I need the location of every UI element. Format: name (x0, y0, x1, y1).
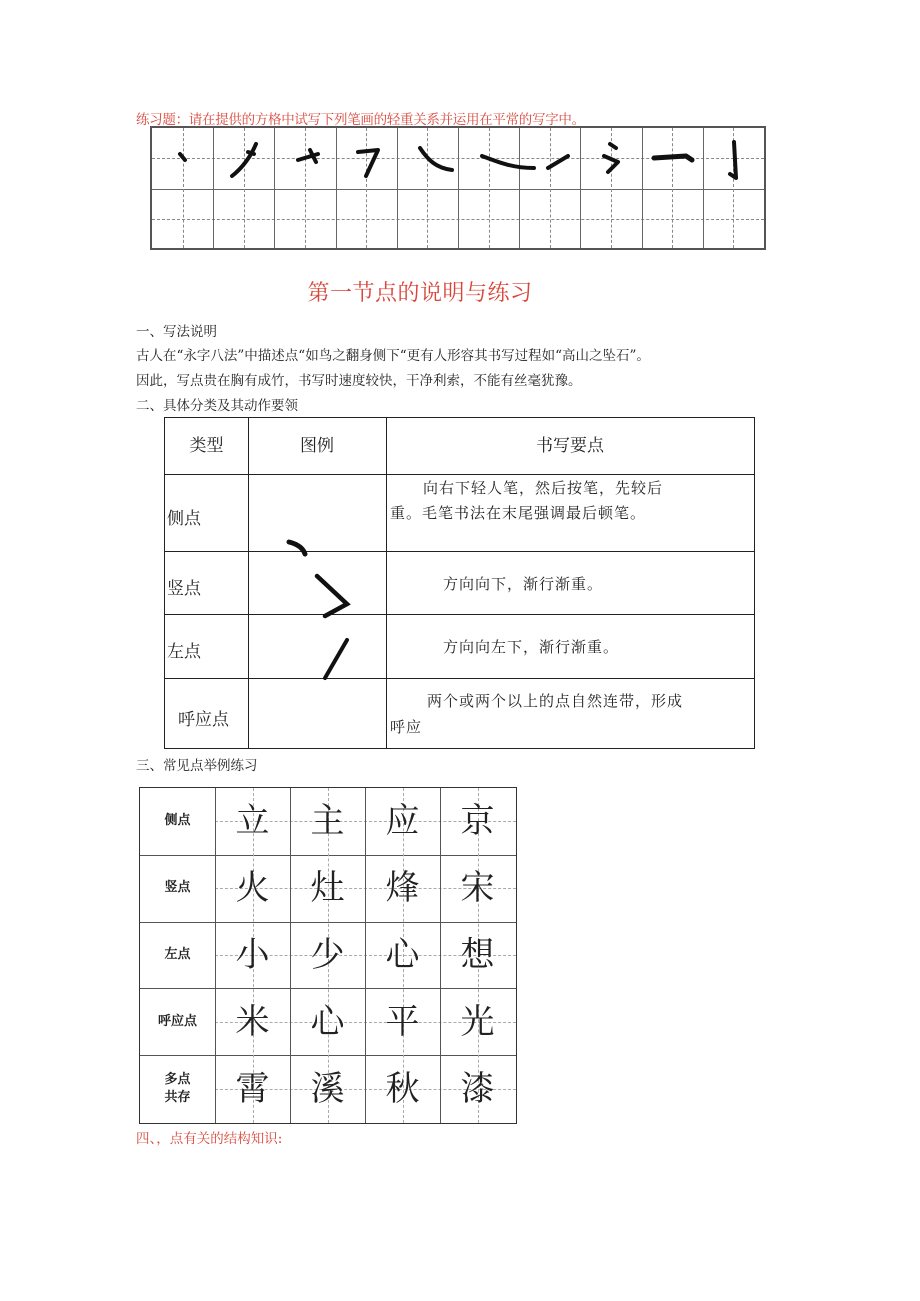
dot-stroke-icon (180, 154, 185, 160)
long-press-stroke-icon (482, 156, 534, 168)
stroke-practice-grid[interactable] (150, 126, 766, 250)
press-stroke-icon (420, 148, 452, 170)
turn-stroke-icon (358, 150, 378, 176)
example-character: 溪 (310, 1068, 345, 1109)
row-desc-echo-dot-line2: 呼应 (390, 718, 423, 736)
example-character: 立 (235, 801, 270, 842)
side-dot-icon (289, 542, 305, 554)
row-desc-side-dot-line2: 重。毛笔书法在末尾强调最后顿笔。 (390, 504, 647, 522)
example-character: 米 (235, 1001, 270, 1042)
heading-classification: 二、具体分类及其动作要领 (136, 398, 298, 414)
example-row-label: 多点 共存 (164, 1071, 191, 1105)
example-practice-grid (139, 787, 517, 1124)
example-row-label: 侧点 (164, 813, 191, 829)
row-type-vertical-dot: 竖点 (167, 579, 201, 599)
example-character: 平 (385, 1001, 420, 1042)
paragraph-writing-advice: 因此，写点贵在胸有成竹，书写时速度较快，干净利索，不能有丝毫犹豫。 (136, 373, 582, 389)
example-character: 小 (235, 935, 270, 975)
example-character: 烽 (385, 868, 420, 909)
example-row-label: 竖点 (164, 880, 191, 896)
row-desc-left-dot: 方向向左下，渐行渐重。 (443, 638, 620, 656)
dot-illustrations (165, 418, 754, 748)
example-character: 心 (385, 935, 420, 975)
row-type-echo-dot: 呼应点 (178, 710, 229, 730)
example-character: 霄 (235, 1068, 270, 1109)
vertical-dot-icon (317, 576, 347, 616)
example-character: 京 (460, 801, 495, 842)
header-type: 类型 (189, 436, 224, 456)
heading-structure-knowledge: 四、，点有关的结构知识: (136, 1131, 283, 1147)
example-character: 灶 (310, 868, 345, 909)
header-example: 图例 (300, 436, 334, 456)
example-character: 秋 (385, 1068, 420, 1109)
row-desc-vertical-dot: 方向向下，渐行渐重。 (443, 575, 604, 593)
example-character: 光 (460, 1001, 495, 1042)
horizontal-stroke-icon (654, 156, 692, 160)
rising-dot-stroke-icon (548, 156, 568, 168)
example-character: 漆 (460, 1068, 495, 1109)
brush-stroke-examples (152, 128, 764, 248)
heading-common-examples: 三、常见点举例练习 (136, 758, 258, 774)
hook-stroke-icon (604, 144, 618, 172)
header-key-points: 书写要点 (536, 436, 604, 456)
example-character: 主 (310, 801, 345, 842)
vertical-hook-stroke-icon (730, 142, 736, 178)
heading-writing-method: 一、写法说明 (136, 324, 217, 340)
example-character: 少 (310, 935, 345, 975)
example-character: 火 (235, 868, 270, 909)
example-character: 宋 (460, 868, 495, 909)
dot-type-table (164, 417, 755, 749)
row-desc-side-dot-line1: 向右下轻人笔，然后按笔，先较后 (423, 479, 664, 497)
example-character: 想 (460, 935, 495, 975)
example-row-label: 呼应点 (157, 1013, 197, 1029)
example-character: 应 (385, 801, 420, 842)
left-dot-icon (325, 640, 347, 678)
example-row-label: 左点 (164, 947, 191, 962)
paragraph-ancient-description: 古人在“永字八法”中描述点“如鸟之翻身侧下“更有人形容其书写过程如“高山之坠石”。 (136, 348, 650, 364)
row-type-left-dot: 左点 (167, 642, 201, 662)
row-type-side-dot: 侧点 (167, 509, 201, 529)
section-title: 第一节点的说明与练习 (307, 281, 533, 306)
curved-stroke-icon (232, 144, 256, 176)
rising-stroke-icon (298, 150, 318, 162)
row-desc-echo-dot-line1: 两个或两个以上的点自然连带，形成 (427, 692, 684, 710)
exercise-title: 练习题：请在提供的方格中试写下列笔画的轻重关系并运用在平常的写字中。 (136, 112, 585, 128)
example-character: 心 (310, 1001, 345, 1042)
